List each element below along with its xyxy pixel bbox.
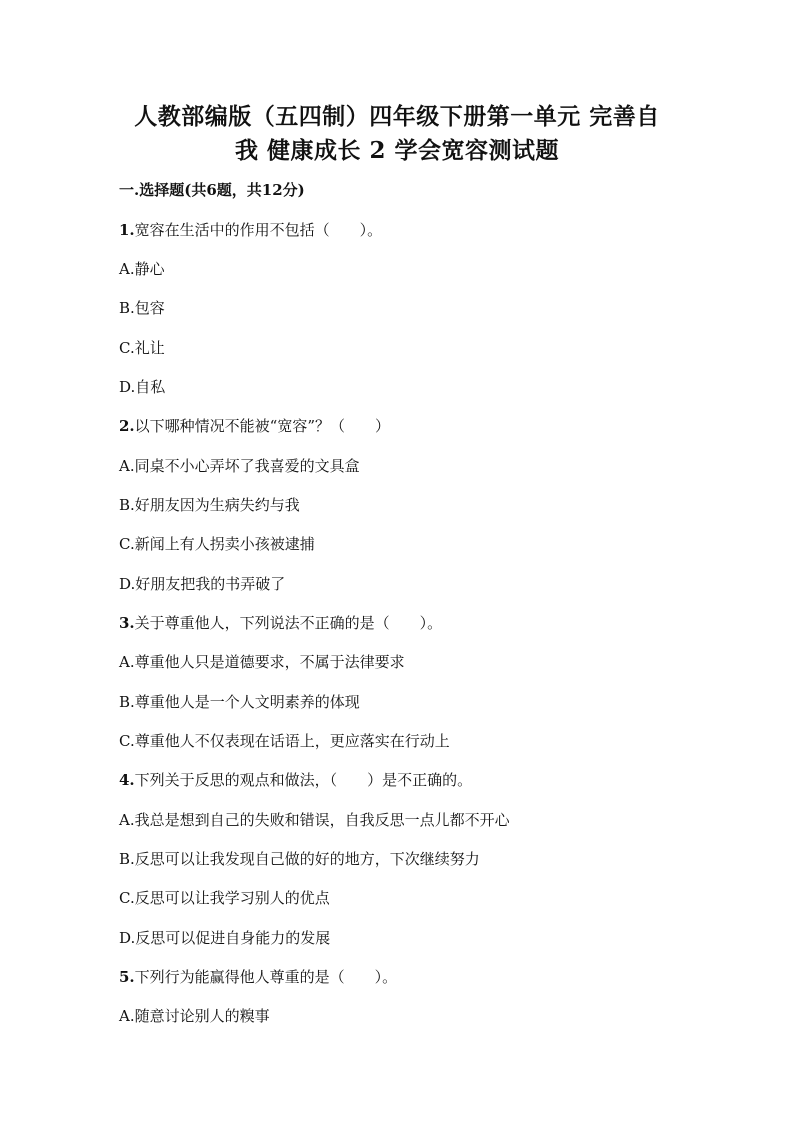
option-3b: B.尊重他人是一个人文明素养的体现 bbox=[119, 693, 360, 711]
section-heading: 一.选择题(共6题，共12分) bbox=[119, 181, 305, 199]
question-4 bbox=[119, 769, 472, 790]
option-4a: A.我总是想到自己的失败和错误，自我反思一点儿都不开心 bbox=[119, 811, 510, 829]
option-1b: B.包容 bbox=[119, 299, 165, 317]
question-number: 4. bbox=[119, 771, 135, 789]
page-title-line-1: 人教部编版（五四制）四年级下册第一单元 完善自 bbox=[134, 103, 660, 130]
option-2d: D.好朋友把我的书弄破了 bbox=[119, 575, 286, 593]
option-1a: A.静心 bbox=[119, 260, 165, 278]
option-4d: D.反思可以促进自身能力的发展 bbox=[119, 929, 331, 947]
question-text: 下列行为能赢得他人尊重的是（ ）。 bbox=[134, 968, 398, 986]
question-number: 5. bbox=[119, 968, 135, 986]
question-2 bbox=[119, 415, 390, 436]
question-text: 关于尊重他人，下列说法不正确的是（ ）。 bbox=[134, 614, 443, 632]
option-4b: B.反思可以让我发现自己做的好的地方，下次继续努力 bbox=[119, 850, 480, 868]
question-number: 2. bbox=[119, 417, 135, 435]
option-2a: A.同桌不小心弄坏了我喜爱的文具盒 bbox=[119, 457, 360, 475]
option-2b: B.好朋友因为生病失约与我 bbox=[119, 496, 300, 514]
option-3a: A.尊重他人只是道德要求，不属于法律要求 bbox=[119, 653, 405, 671]
option-1c: C.礼让 bbox=[119, 339, 165, 357]
question-text: 宽容在生活中的作用不包括（ ）。 bbox=[134, 221, 383, 239]
page-title-line-2: 我 健康成长 2 学会宽容测试题 bbox=[234, 137, 560, 164]
question-text: 下列关于反思的观点和做法，（ ）是不正确的。 bbox=[134, 771, 473, 789]
option-1d: D.自私 bbox=[119, 378, 166, 396]
question-3 bbox=[119, 612, 442, 633]
option-5a: A.随意讨论别人的糗事 bbox=[119, 1007, 270, 1025]
question-number: 1. bbox=[119, 221, 135, 239]
option-4c: C.反思可以让我学习别人的优点 bbox=[119, 889, 330, 907]
question-1 bbox=[119, 219, 382, 240]
question-5 bbox=[119, 966, 397, 987]
question-text: 以下哪种情况不能被“宽容”？（ ） bbox=[134, 417, 391, 435]
option-2c: C.新闻上有人拐卖小孩被逮捕 bbox=[119, 535, 315, 553]
question-number: 3. bbox=[119, 614, 135, 632]
option-3c: C.尊重他人不仅表现在话语上，更应落实在行动上 bbox=[119, 732, 450, 750]
